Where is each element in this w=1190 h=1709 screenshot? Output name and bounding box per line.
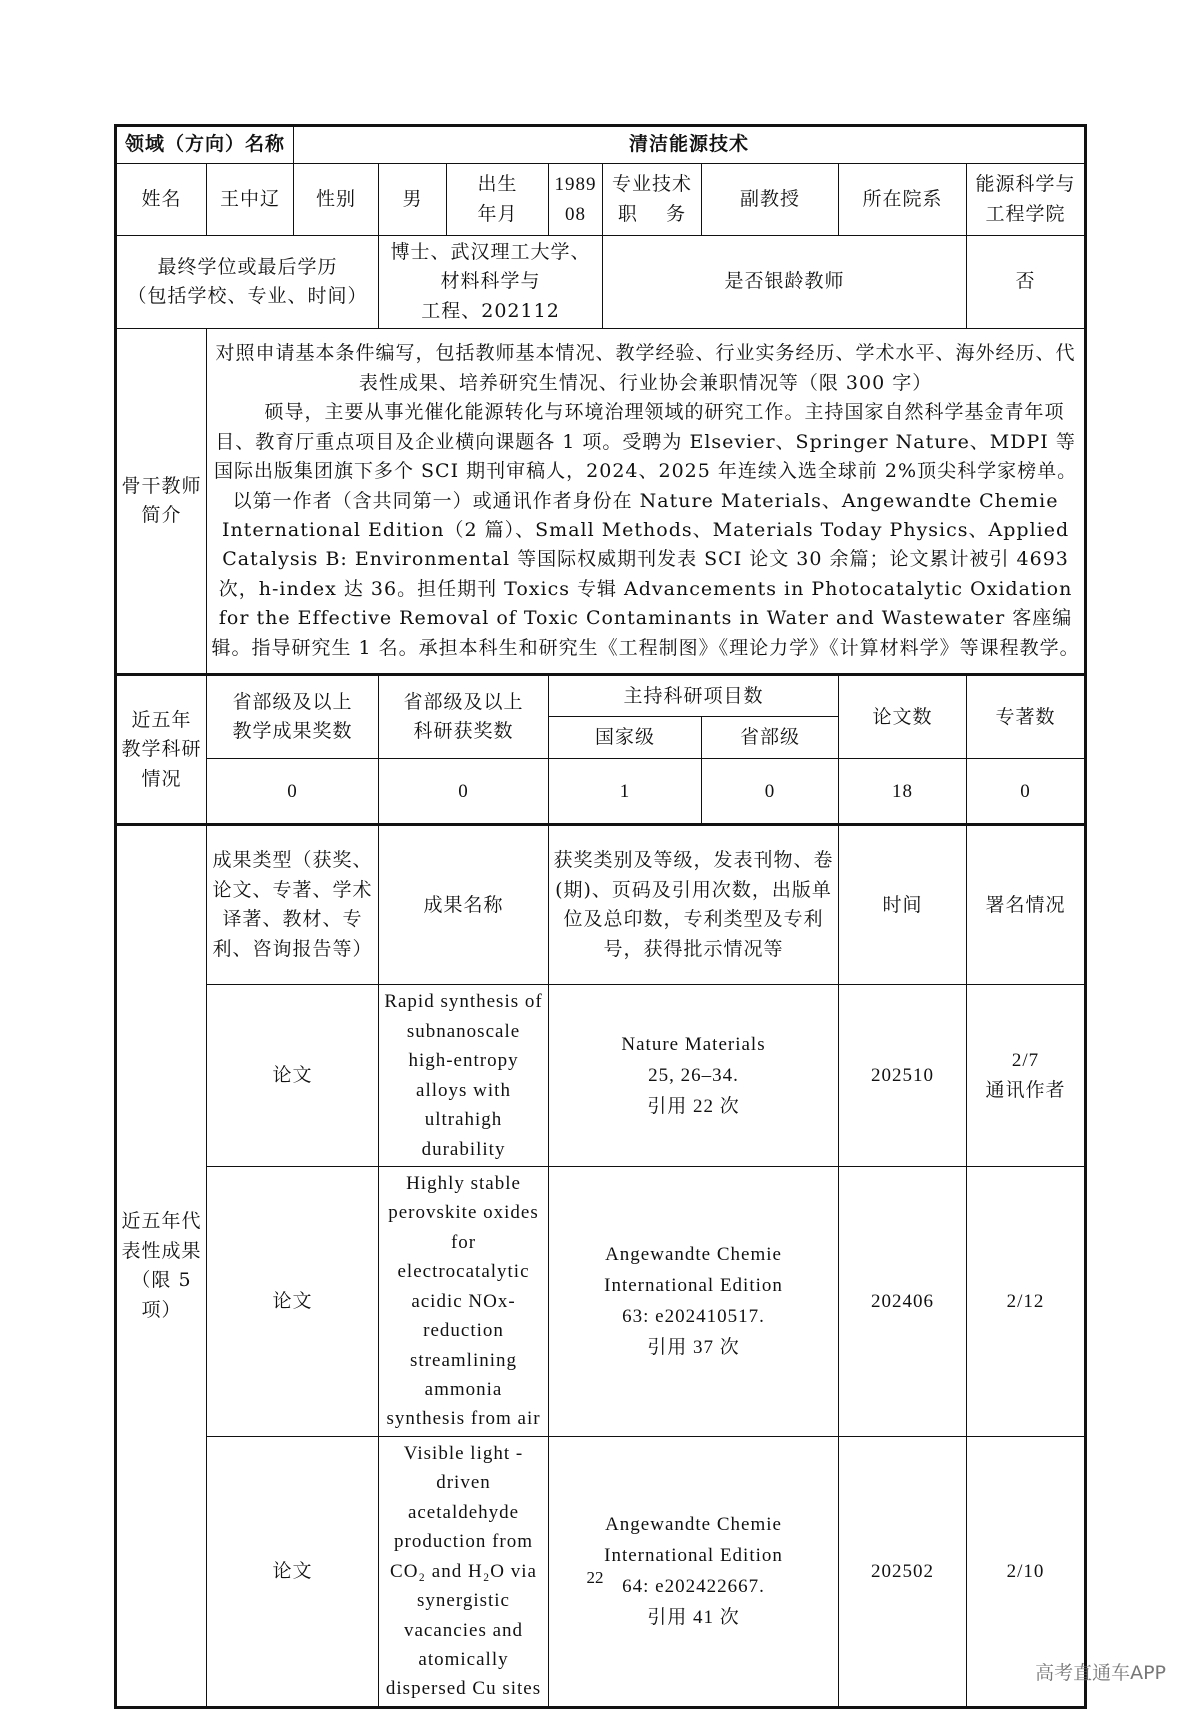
stats-monographs-header: 专著数 xyxy=(967,675,1086,759)
achievement-citations: 引用 22 次 xyxy=(647,1096,740,1118)
birth-label xyxy=(447,164,549,236)
field-label: 领域（方向）名称 xyxy=(116,126,294,164)
achievement-citations: 引用 37 次 xyxy=(647,1337,740,1359)
achievement-sign: 2/12 xyxy=(967,1166,1086,1436)
achievement-type: 论文 xyxy=(207,1436,379,1707)
gender-value: 男 xyxy=(379,164,447,236)
name-label: 姓名 xyxy=(116,164,207,236)
achievement-sign xyxy=(967,985,1086,1167)
achievement-volume: 25, 26–34. xyxy=(648,1065,739,1087)
degree-value-line-2: 工程、202112 xyxy=(421,299,560,322)
achievement-row xyxy=(116,1166,1086,1436)
achievement-type: 论文 xyxy=(207,985,379,1167)
name-value: 王中辽 xyxy=(207,164,294,236)
stats-national-value: 1 xyxy=(549,759,702,825)
intro-content xyxy=(207,329,1086,675)
achievement-citations: 引用 41 次 xyxy=(647,1607,740,1629)
degree-label-line-2: （包括学校、专业、时间） xyxy=(127,285,368,308)
title-value: 副教授 xyxy=(702,164,839,236)
achievements-detail-header: 获奖类别及等级，发表刊物、卷(期)、页码及引用次数，出版单位及总印数，专利类型及专利号，获得批示情况等 xyxy=(549,825,839,985)
achievements-label-line-2: 表性成果 xyxy=(121,1239,202,1262)
achievements-sign-header: 署名情况 xyxy=(967,825,1086,985)
stats-label xyxy=(116,675,207,825)
stats-research-header-line-1: 省部级及以上 xyxy=(403,690,524,713)
dept-value xyxy=(967,164,1086,236)
stats-research-award-value: 0 xyxy=(379,759,549,825)
achievement-title: Highly stable perovskite oxides for electrocatalytic acidic NOx-reduction streamlining ammonia synthesis from air xyxy=(379,1166,549,1436)
field-value: 清洁能源技术 xyxy=(294,126,1086,164)
achievement-volume: 63: e202410517. xyxy=(622,1306,765,1328)
stats-papers-value: 18 xyxy=(839,759,967,825)
degree-label xyxy=(116,236,379,329)
stats-teaching-award-header xyxy=(207,675,379,759)
dept-label: 所在院系 xyxy=(839,164,967,236)
achievement-title: Rapid synthesis of subnanoscale high-entropy alloys with ultrahigh durability xyxy=(379,985,549,1167)
stats-label-line-1: 近五年 xyxy=(131,708,192,731)
stats-provincial-value: 0 xyxy=(702,759,839,825)
intro-label-line-2: 简介 xyxy=(141,504,182,527)
achievement-journal: Angewandte Chemie International Edition xyxy=(604,1514,783,1567)
stats-header-row xyxy=(116,675,1086,717)
stats-monographs-value: 0 xyxy=(967,759,1086,825)
application-form xyxy=(114,124,1084,1709)
stats-research-header-line-2: 科研获奖数 xyxy=(413,720,514,743)
dept-line-1: 能源科学与 xyxy=(975,173,1076,196)
intro-body: 硕导，主要从事光催化能源转化与环境治理领域的研究工作。主持国家自然科学基金青年项目、教育厅重点项目及企业横向课题各 1 项。受聘为 Elsevier、Springer Nature、MDPI 等国际出版集团旗下多个 SCI 期刊审稿人，2024、2025 年连续入选全球前 2%顶尖科学家榜单。以第一作者（含共同第一）或通讯作者身份在 Nature Materials、Angewandte Chemie International Edition（2 篇）、Small Methods、Materials Today Physics、Applied Catalysis B: Environmental 等国际权威期刊发表 SCI 论文 30 余篇；论文累计被引 4693 次，h-index 达 36。担任期刊 Toxics 专辑 Advancements in Photocatalytic Oxidation for the Effective Removal of Toxic Contaminants in Water and Wastewater 客座编辑。指导研究生 1 名。承担本科生和研究生《工程制图》《理论力学》《计算材料学》等课程教学。 xyxy=(211,401,1080,659)
achievement-journal: Angewandte Chemie International Edition xyxy=(604,1244,783,1297)
title-label-line-2: 职 务 xyxy=(617,202,687,225)
stats-value-row xyxy=(116,759,1086,825)
achievement-time: 202406 xyxy=(839,1166,967,1436)
birth-month: 08 xyxy=(565,203,587,225)
achievement-sign-role: 通讯作者 xyxy=(985,1079,1066,1101)
birth-label-line-1: 出生 xyxy=(477,173,518,196)
birth-value xyxy=(549,164,603,236)
achievement-row xyxy=(116,985,1086,1167)
stats-projects-header: 主持科研项目数 xyxy=(549,675,839,717)
achievements-label-line-3: （限 5 项） xyxy=(131,1269,192,1321)
birth-year: 1989 xyxy=(554,174,597,196)
degree-label-line-1: 最终学位或最后学历 xyxy=(157,255,338,278)
stats-label-line-2: 教学科研 xyxy=(121,738,202,761)
intro-row xyxy=(116,329,1086,675)
title-label-line-1: 专业技术 xyxy=(612,173,693,196)
stats-provincial-header: 省部级 xyxy=(702,717,839,759)
title-label xyxy=(603,164,702,236)
degree-row xyxy=(116,236,1086,329)
watermark: 高考直通车APP xyxy=(1035,1662,1166,1684)
intro-label-line-1: 骨干教师 xyxy=(121,474,202,497)
stats-papers-header: 论文数 xyxy=(839,675,967,759)
achievements-label-line-1: 近五年代 xyxy=(121,1210,202,1233)
stats-research-award-header xyxy=(379,675,549,759)
basic-info-row xyxy=(116,164,1086,236)
intro-instruction: 对照申请基本条件编写，包括教师基本情况、教学经验、行业实务经历、学术水平、海外经历、代表性成果、培养研究生情况、行业协会兼职情况等（限 300 字） xyxy=(215,342,1076,394)
gender-label: 性别 xyxy=(294,164,379,236)
achievements-time-header: 时间 xyxy=(839,825,967,985)
achievement-type: 论文 xyxy=(207,1166,379,1436)
stats-national-header: 国家级 xyxy=(549,717,702,759)
stats-teaching-header-line-2: 教学成果奖数 xyxy=(232,720,353,743)
achievement-time: 202510 xyxy=(839,985,967,1167)
senior-teacher-value: 否 xyxy=(967,236,1086,329)
achievements-header-row xyxy=(116,825,1086,985)
achievement-journal: Nature Materials xyxy=(621,1034,766,1056)
achievement-title: Visible light - driven acetaldehyde production from CO₂ and H₂O via synergistic vacancies and atomically dispersed Cu sites xyxy=(379,1436,549,1707)
page-number: 22 xyxy=(586,1568,604,1587)
achievement-volume: 64: e202422667. xyxy=(622,1576,765,1598)
achievements-name-header: 成果名称 xyxy=(379,825,549,985)
achievements-type-header: 成果类型（获奖、论文、专著、学术译著、教材、专利、咨询报告等） xyxy=(207,825,379,985)
achievement-sign-rank: 2/7 xyxy=(1011,1050,1040,1072)
stats-teaching-award-value: 0 xyxy=(207,759,379,825)
intro-label xyxy=(116,329,207,675)
achievement-time: 202502 xyxy=(839,1436,967,1707)
achievement-detail xyxy=(549,985,839,1167)
stats-label-line-3: 情况 xyxy=(141,767,182,790)
achievement-sign: 2/10 xyxy=(967,1436,1086,1707)
degree-value-line-1: 博士、武汉理工大学、材料科学与 xyxy=(390,241,591,293)
achievement-detail xyxy=(549,1166,839,1436)
stats-teaching-header-line-1: 省部级及以上 xyxy=(232,690,353,713)
field-row xyxy=(116,126,1086,164)
dept-line-2: 工程学院 xyxy=(985,202,1066,225)
form-table xyxy=(114,124,1087,1709)
senior-teacher-label: 是否银龄教师 xyxy=(603,236,967,329)
degree-value xyxy=(379,236,603,329)
birth-label-line-2: 年月 xyxy=(477,202,518,225)
